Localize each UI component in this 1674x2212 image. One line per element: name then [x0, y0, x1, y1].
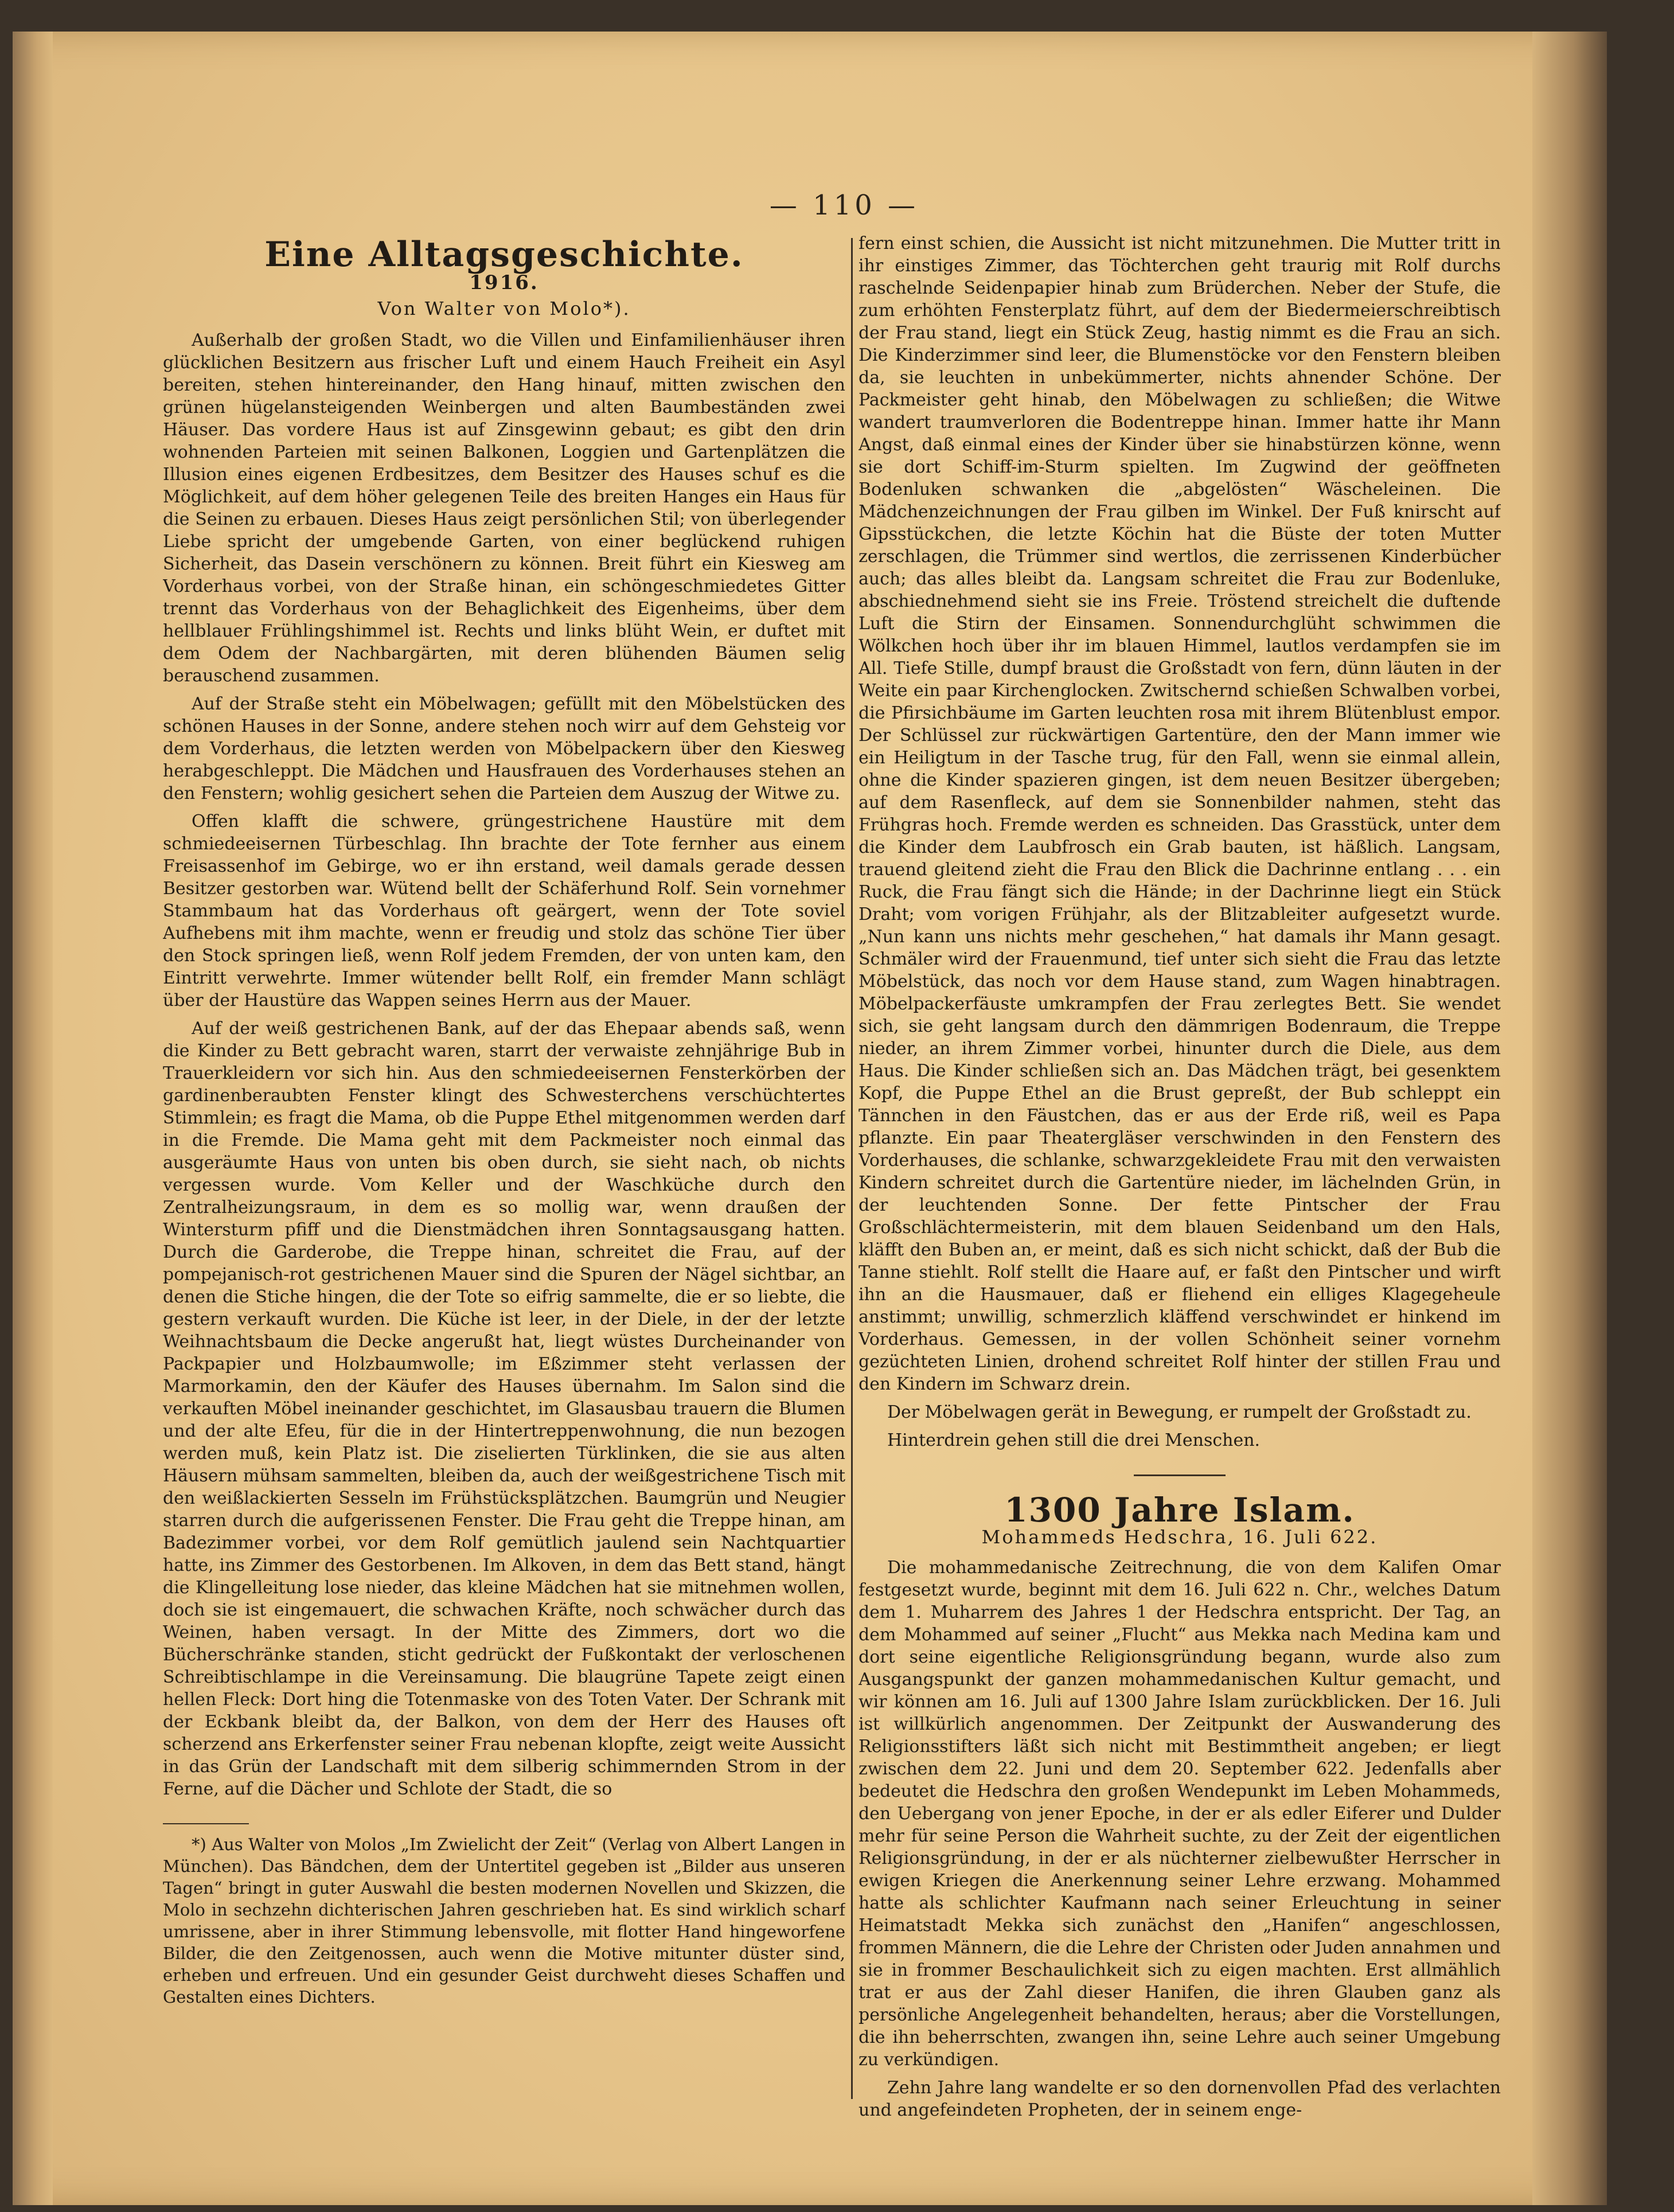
- article-year: 1916.: [469, 271, 539, 294]
- article-paragraph: Offen klafft die schwere, grüngestrichene Haustüre mit dem schmiedeeisernen Türbeschlag. Ihn brachte der Tote fernher aus einem Freisassenhof im Gebirge, wo er ihn erstand, weil damals gerade dessen Besitzer gestorben war. Wütend bellt der Schäferhund Rolf. Sein vornehmer Stammbaum hat das Vorderhaus oft geärgert, wenn der Tote soviel Aufhebens mit ihm machte, wenn er freudig und stolz das schöne Tier über den Stock springen ließ, wenn Rolf jedem Fremden, der von unten kam, den Eintritt verwehrte. Immer wütender bellt Rolf, ein fremder Mann schlägt über der Haustüre das Wappen seines Herrn aus der Mauer.: [163, 812, 845, 1011]
- article-title: Eine Alltagsgeschichte.: [264, 235, 744, 275]
- page-number: — 110 —: [769, 189, 919, 221]
- article-paragraph: Auf der Straße steht ein Möbelwagen; gefüllt mit den Möbelstücken des schönen Hauses in der Sonne, andere stehen noch wirr auf dem Gehsteig vor dem Vorderhaus, die letzten werden von Möbelpackern über den Kiesweg herabgeschleppt. Die Mädchen und Hausfrauen des Vorderhauses stehen an den Fenstern; wohlig gesichert sehen die Parteien dem Auszug der Witwe zu.: [163, 694, 845, 803]
- left-column: [163, 232, 845, 2113]
- article-paragraph: Zehn Jahre lang wandelte er so den dornenvollen Pfad des verlachten und angefeindeten Propheten, der in seinem enge-: [859, 2078, 1501, 2120]
- book-spine: [13, 32, 53, 2205]
- column-divider: [851, 238, 853, 2099]
- footnote: [163, 1833, 845, 2008]
- article-paragraph: Hinterdrein gehen still die drei Menschen.: [887, 1430, 1261, 1450]
- right-column: [859, 232, 1501, 2182]
- article-title: 1300 Jahre Islam.: [1004, 1491, 1355, 1530]
- section-divider: [1134, 1474, 1226, 1476]
- footnote-text: *) Aus Walter von Molos „Im Zwielicht der Zeit“ (Verlag von Albert Langen in München). Das Bändchen, dem der Untertitel gegeben ist „Bilder aus unseren Tagen“ bringt in guter Auswahl die besten modernen Novellen und Skizzen, die Molo in sechzehn dichterischen Jahren geschrieben hat. Es sind wirklich scharf umrissene, aber in ihrer Stimmung lebensvolle, mit flotter Hand hingeworfene Bilder, die den Zeitgenossen, auch wenn die Motive mitunter düster sind, erheben und erfreuen. Und ein gesunder Geist durchweht dieses Schaffen und Gestalten eines Dichters.: [163, 1835, 845, 2007]
- next-page-edge: [1532, 32, 1607, 2205]
- article-paragraph: Die mohammedanische Zeitrechnung, die von dem Kalifen Omar festgesetzt wurde, beginnt mit dem 16. Juli 622 n. Chr., welches Datum dem 1. Muharrem des Jahres 1 der Hedschra entspricht. Der Tag, an dem Mohammed auf seiner „Flucht“ aus Mekka nach Medina kam und dort seine eigentliche Religionsgründung begann, wurde also zum Ausgangspunkt der ganzen mohammedanischen Kultur gemacht, und wir können am 16. Juli auf 1300 Jahre Islam zurückblicken. Der 16. Juli ist willkürlich angenommen. Der Zeitpunkt der Auswanderung des Religionsstifters läßt sich nicht mit Bestimmtheit angeben; er liegt zwischen dem 22. Juni und dem 20. September 622. Jedenfalls aber bedeutet die Hedschra den großen Wendepunkt im Leben Mohammeds, den Uebergang von jener Epoche, in der er als edler Eiferer und Dulder mehr für seine Person die Wahrheit suchte, zu der Zeit der eigentlichen Religionsgründung, in der er als nüchterner zielbewußter Herrscher in ewigen Kriegen die Anerkennung seiner Lehre erzwang. Mohammed hatte als schlichter Kaufmann nach seiner Erleuchtung in seiner Heimatstadt Mekka sich zunächst den „Hanifen“ angeschlossen, frommen Männern, die die Lehre der Christen oder Juden annahmen und sie in frommer Beschaulichkeit sich zu eigen machten. Erst allmählich trat er aus der Zahl dieser Hanifen, die ihren Glauben ganz als persönliche Angelegenheit behandelten, heraus; aber die Vorstellungen, die ihn beherrschten, zwangen ihn, seine Lehre auch seiner Umgebung zu verkündigen.: [859, 1558, 1501, 2070]
- footnote-divider: [163, 1823, 249, 1824]
- newspaper-page: [13, 32, 1607, 2205]
- article-byline: Von Walter von Molo*).: [377, 298, 631, 319]
- article-subtitle: Mohammeds Hedschra, 16. Juli 622.: [981, 1526, 1378, 1548]
- article-paragraph: fern einst schien, die Aussicht ist nicht mitzunehmen. Die Mutter tritt in ihr einstiges Zimmer, das Töchterchen geht traurig mit Rolf durchs raschelnde Seidenpapier hinab zum Brüderchen. Neber der Stufe, die zum erhöhten Fensterplatz führt, auf dem der Biedermeierschreibtisch der Frau stand, liegt ein Stück Zeug, hastig nimmt es die Frau an sich. Die Kinderzimmer sind leer, die Blumenstöcke vor den Fenstern bleiben da, sie leuchten in unbekümmerter, nichts ahnender Schöne. Der Packmeister geht hinab, den Möbelwagen zu schließen; die Witwe wandert traumverloren die Bodentreppe hinan. Immer hatte ihr Mann Angst, daß einmal eines der Kinder über sie hinabstürzen könne, wenn sie dort Schiff-im-Sturm spielten. Im Zugwind der geöffneten Bodenluken schwanken die „abgelösten“ Wäscheleinen. Die Mädchenzeichnungen der Frau gilben im Winkel. Der Fuß knirscht auf Gipsstückchen, die letzte Köchin hat die Büste der toten Mutter zerschlagen, die Trümmer sind wertlos, die zerrissenen Kinderbücher auch; das alles bleibt da. Langsam schreitet die Frau zur Bodenluke, abschiednehmend sieht sie ins Freie. Tröstend streichelt die duftende Luft die Stirn der Einsamen. Sonnendurchglüht schwimmen die Wölkchen hoch über ihr im blauen Himmel, lautlos verdampfen sie im All. Tiefe Stille, dumpf braust die Großstadt von fern, dünn läuten in der Weite ein paar Kirchenglocken. Zwitschernd schießen Schwalben vorbei, die Pfirsichbäume im Garten leuchten rosa mit ihrem Blütenblust empor. Der Schlüssel zur rückwärtigen Gartentüre, den der Mann immer wie ein Heiligtum in der Tasche trug, für den Fall, wenn sie einmal allein, ohne die Kinder spazieren gingen, ist dem neuen Besitzer übergeben; auf dem Rasenfleck, auf dem sie Sonnenbilder nahmen, steht das Frühgras hoch. Fremde werden es schneiden. Das Grasstück, unter dem die Kinder dem Laubfrosch ein Grab bauten, ist häßlich. Langsam, trauend gleitend zieht die Frau den Blick die Dachrinne entlang . . . ein Ruck, die Frau fängt sich die Hände; in der Dachrinne liegt ein Stück Draht; vom vorigen Frühjahr, als der Blitzableiter aufgesetzt wurde. „Nun kann uns nichts mehr geschehen,“ hat damals ihr Mann gesagt. Schmäler wird der Frauenmund, tief unter sich sieht die Frau das letzte Möbelstück, das noch vor dem Hause stand, zum Wagen hinabtragen. Möbelpackerfäuste umkrampfen der Frau zerlegtes Bett. Sie wendet sich, sie geht langsam durch den dämmrigen Bodenraum, die Treppe nieder, an ihrem Zimmer vorbei, hinunter durch die Diele, aus dem Haus. Die Kinder schließen sich an. Das Mädchen trägt, bei gesenktem Kopf, die Puppe Ethel an die Brust gepreßt, der Bub schleppt ein Tännchen in den Fäustchen, das er aus der Erde riß, weil es Papa pflanzte. Ein paar Theatergläser verschwinden in den Fenstern des Vorderhauses, die schlanke, schwarzgekleidete Frau mit den verwaisten Kindern schreitet durch die Gartentüre nieder, im lächelnden Grün, in der leuchtenden Sonne. Der fette Pintscher der Frau Großschlächtermeisterin, mit dem blauen Seidenband um den Hals, kläfft den Buben an, er meint, daß es sich nicht schickt, daß der Bub die Tanne stiehlt. Rolf stellt die Haare auf, er faßt den Pintscher und wirft ihn an die Hausmauer, daß er fliehend ein elliges Klagegeheule anstimmt; unwillig, schmerzlich kläffend verschwindet er hinkend im Vorderhaus. Gemessen, in der vollen Schönheit seiner vornehm gezüchteten Linien, drohend schreitet Rolf hinter der stillen Frau und den Kindern im Schwarz drein.: [859, 233, 1501, 1394]
- article-paragraph: Außerhalb der großen Stadt, wo die Villen und Einfamilienhäuser ihren glücklichen Besitzern aus frischer Luft und einem Hauch Freiheit ein Asyl bereiten, stehen hintereinander, den Hang hinauf, mitten zwischen den grünen hügelansteigenden Weinbergen und alten Baumbeständen zwei Häuser. Das vordere Haus ist auf Zinsgewinn gebaut; es gibt den drin wohnenden Parteien mit seinen Balkonen, Loggien und Gartenplätzen die Illusion eines eigenen Erdbesitzes, dem Besitzer des Hauses schuf es die Möglichkeit, auf dem höher gelegenen Teile des breiten Hanges ein Haus für die Seinen zu erbauen. Dieses Haus zeigt persönlichen Stil; von überlegender Liebe spricht der umgebende Garten, von einer beglückend ruhigen Sicherheit, das Dasein verschönern zu können. Breit führt ein Kiesweg am Vorderhaus vorbei, von der Straße hinan, ein schöngeschmiedetes Gitter trennt das Vorderhaus von der Behaglichkeit des Eigenheims, über dem hellblauer Frühlingshimmel ist. Rechts und links blüht Wein, er duftet mit dem Odem der Nachbargärten, mit deren blühenden Bäumen selig berauschend zusammen.: [163, 330, 845, 686]
- article-paragraph: Auf der weiß gestrichenen Bank, auf der das Ehepaar abends saß, wenn die Kinder zu Bett gebracht waren, starrt der verwaiste zehnjährige Bub in Trauerkleidern vor sich hin. Aus den schmiedeeisernen Fensterkörben der gardinenberaubten Fenster klingt des Schwesterchens verschüchtertes Stimmlein; es fragt die Mama, ob die Puppe Ethel mitgenommen werden darf in die Fremde. Die Mama geht mit dem Packmeister noch einmal das ausgeräumte Haus von unten bis oben durch, sie sieht nach, ob nichts vergessen wurde. Vom Keller und der Waschküche durch den Zentralheizungsraum, in dem es so mollig war, wenn draußen der Wintersturm pfiff und die Dienstmädchen ihren Sonntagsausgang hatten. Durch die Garderobe, die Treppe hinan, schreitet die Frau, auf der pompejanisch-rot gestrichenen Mauer sind die Spuren der Nägel sichtbar, an denen die Stiche hingen, die der Tote so eifrig sammelte, die er so liebte, die gestern verkauft wurden. Die Küche ist leer, in der Diele, in der der letzte Weihnachtsbaum die Decke angerußt hat, liegt wüstes Durcheinander von Packpapier und Holzbaumwolle; im Eßzimmer steht verlassen der Marmorkamin, den der Käufer des Hauses übernahm. Im Salon sind die verkauften Möbel ineinander geschichtet, im Glasausbau trauern die Blumen und der alte Efeu, für die in der Hintertreppenwohnung, die nun bezogen werden muß, kein Platz ist. Die ziselierten Türklinken, die sie aus alten Häusern mühsam sammelten, bleiben da, auch der weißgestrichene Tisch mit den weißlackierten Sesseln im Frühstücksplätzchen. Baumgrün und Neugier starren durch die aufgerissenen Fenster. Die Frau geht die Treppe hinan, am Badezimmer vorbei, vor dem Rolf gemütlich jaulend sein Nachtquartier hatte, ins Zimmer des Gestorbenen. Im Alkoven, in dem das Bett stand, hängt die Klingelleitung lose nieder, das kleine Mädchen hat sie mitnehmen wollen, doch sie ist eingemauert, die schwachen Kräfte, noch schwächer durch das Weinen, haben versagt. In der Mitte des Zimmers, dort wo die Bücherschränke standen, sticht gedrückt der Fußkontakt der verloschenen Schreibtischlampe in die Vereinsamung. Die blaugrüne Tapete zeigt einen hellen Fleck: Dort hing die Totenmaske von des Toten Vater. Der Schrank mit der Eckbank bleibt da, der Balkon, von dem der Herr des Hauses oft scherzend ans Erkerfenster seiner Frau nebenan klopfte, zeigt weite Aussicht in das Grün der Landschaft mit dem silberig schimmernden Strom in der Ferne, auf die Dächer und Schlote der Stadt, die so: [163, 1019, 845, 1799]
- article-paragraph: Der Möbelwagen gerät in Bewegung, er rumpelt der Großstadt zu.: [887, 1402, 1472, 1422]
